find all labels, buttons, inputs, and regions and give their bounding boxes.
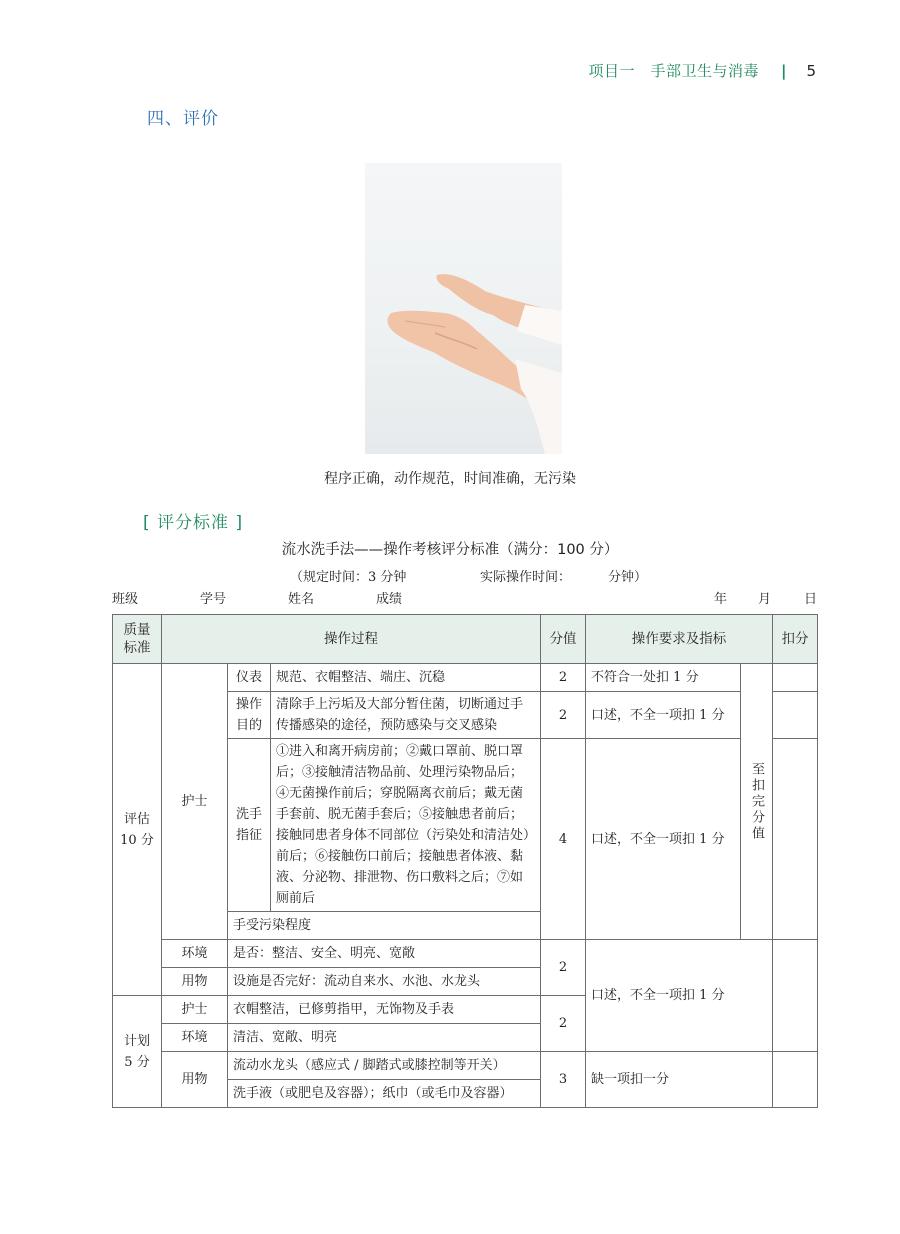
hands-photo (365, 163, 562, 454)
assess-label: 评估 10 分 (113, 664, 162, 996)
assess-env-label: 环境 (162, 940, 228, 968)
table-row (113, 1052, 818, 1080)
deduct-max-cell (741, 664, 773, 940)
purpose-text: 清除手上污垢及大部分暂住菌，切断通过手传播感染的途径，预防感染与交叉感染 (271, 692, 541, 739)
indication-points: 4 (541, 739, 586, 940)
header-points: 分值 (541, 615, 586, 664)
plan-env-label: 环境 (162, 1024, 228, 1052)
student-no-label: 学号 (200, 592, 227, 607)
purpose-points: 2 (541, 692, 586, 739)
plan-nurse-env-points: 2 (541, 996, 586, 1052)
section-heading: 四、评价 (147, 109, 219, 129)
assess-nurse: 护士 (162, 664, 228, 940)
year-label: 年 (714, 592, 728, 607)
time-unit: 分钟） (608, 570, 648, 585)
header-quality: 质量标准 (113, 615, 162, 664)
indication-text: ①进入和离开病房前；②戴口罩前、脱口罩后；③接触清洁物品前、处理污染物品后；④无菌操作前后；穿脱隔离衣前后；戴无菌手套前、脱无菌手套后；⑤接触患者前后；接触同患者身体不同部位（污染处和清洁处）前后；⑥接触伤口前后；接触患者体液、黏液、分泌物、排泄物、伤口敷料之后；⑦如厕前后 (271, 739, 541, 912)
class-label: 班级 (112, 592, 139, 607)
plan-supply-req: 缺一项扣一分 (586, 1052, 773, 1108)
running-head (588, 60, 816, 81)
env-plan-req: 口述，不全一项扣 1 分 (586, 940, 773, 1052)
day-label: 日 (804, 592, 818, 607)
deduct-cell (773, 739, 818, 940)
actual-time: 实际操作时间： (480, 570, 572, 585)
photo-caption: 程序正确，动作规范，时间准确，无污染 (324, 471, 576, 487)
header-process: 操作过程 (162, 615, 541, 664)
plan-supply-label: 用物 (162, 1052, 228, 1108)
deduct-cell (773, 940, 818, 1052)
score-label: 成绩 (376, 592, 403, 607)
running-head-title: 项目一 手部卫生与消毒 (588, 62, 759, 80)
header-requirements: 操作要求及指标 (586, 615, 773, 664)
assess-supply-label: 用物 (162, 968, 228, 996)
table-header-row (113, 615, 818, 664)
plan-nurse-text: 衣帽整洁，已修剪指甲，无饰物及手表 (228, 996, 541, 1024)
time-line (290, 566, 647, 585)
hands-illustration (365, 163, 562, 454)
plan-env-text: 清洁、宽敞、明亮 (228, 1024, 541, 1052)
month-label: 月 (758, 592, 772, 607)
indication-label: 洗手指征 (228, 739, 271, 912)
info-row (112, 588, 818, 606)
table-row (113, 664, 818, 692)
deduct-cell (773, 664, 818, 692)
deduct-max-text: 至扣完分值 (749, 761, 765, 842)
indication-req: 口述，不全一项扣 1 分 (586, 739, 741, 940)
deduct-cell (773, 692, 818, 739)
rule-time: （规定时间：3 分钟 (290, 570, 407, 585)
header-deduct: 扣分 (773, 615, 818, 664)
deduct-cell (773, 1052, 818, 1108)
appearance-label: 仪表 (228, 664, 271, 692)
running-head-divider: | (780, 61, 787, 80)
plan-supply-text-1: 流动水龙头（感应式 / 脚踏式或膝控制等开关） (228, 1052, 541, 1080)
purpose-req: 口述，不全一项扣 1 分 (586, 692, 741, 739)
contamination-text: 手受污染程度 (228, 912, 541, 940)
appearance-req: 不符合一处扣 1 分 (586, 664, 741, 692)
table-row (113, 940, 818, 968)
name-label: 姓名 (288, 592, 315, 607)
plan-nurse-label: 护士 (162, 996, 228, 1024)
table-title: 流水洗手法——操作考核评分标准（满分：100 分） (281, 542, 619, 558)
plan-label: 计划 5 分 (113, 996, 162, 1108)
page-number: 5 (806, 61, 816, 80)
plan-supply-points: 3 (541, 1052, 586, 1108)
assess-supply-text: 设施是否完好：流动自来水、水池、水龙头 (228, 968, 541, 996)
subsection-heading: [ 评分标准 ] (143, 513, 244, 533)
plan-supply-text-2: 洗手液（或肥皂及容器）；纸巾（或毛巾及容器） (228, 1080, 541, 1108)
assess-env-text: 是否：整洁、安全、明亮、宽敞 (228, 940, 541, 968)
score-table (112, 614, 818, 1108)
assess-env-supply-points: 2 (541, 940, 586, 996)
purpose-label: 操作目的 (228, 692, 271, 739)
appearance-text: 规范、衣帽整洁、端庄、沉稳 (271, 664, 541, 692)
appearance-points: 2 (541, 664, 586, 692)
